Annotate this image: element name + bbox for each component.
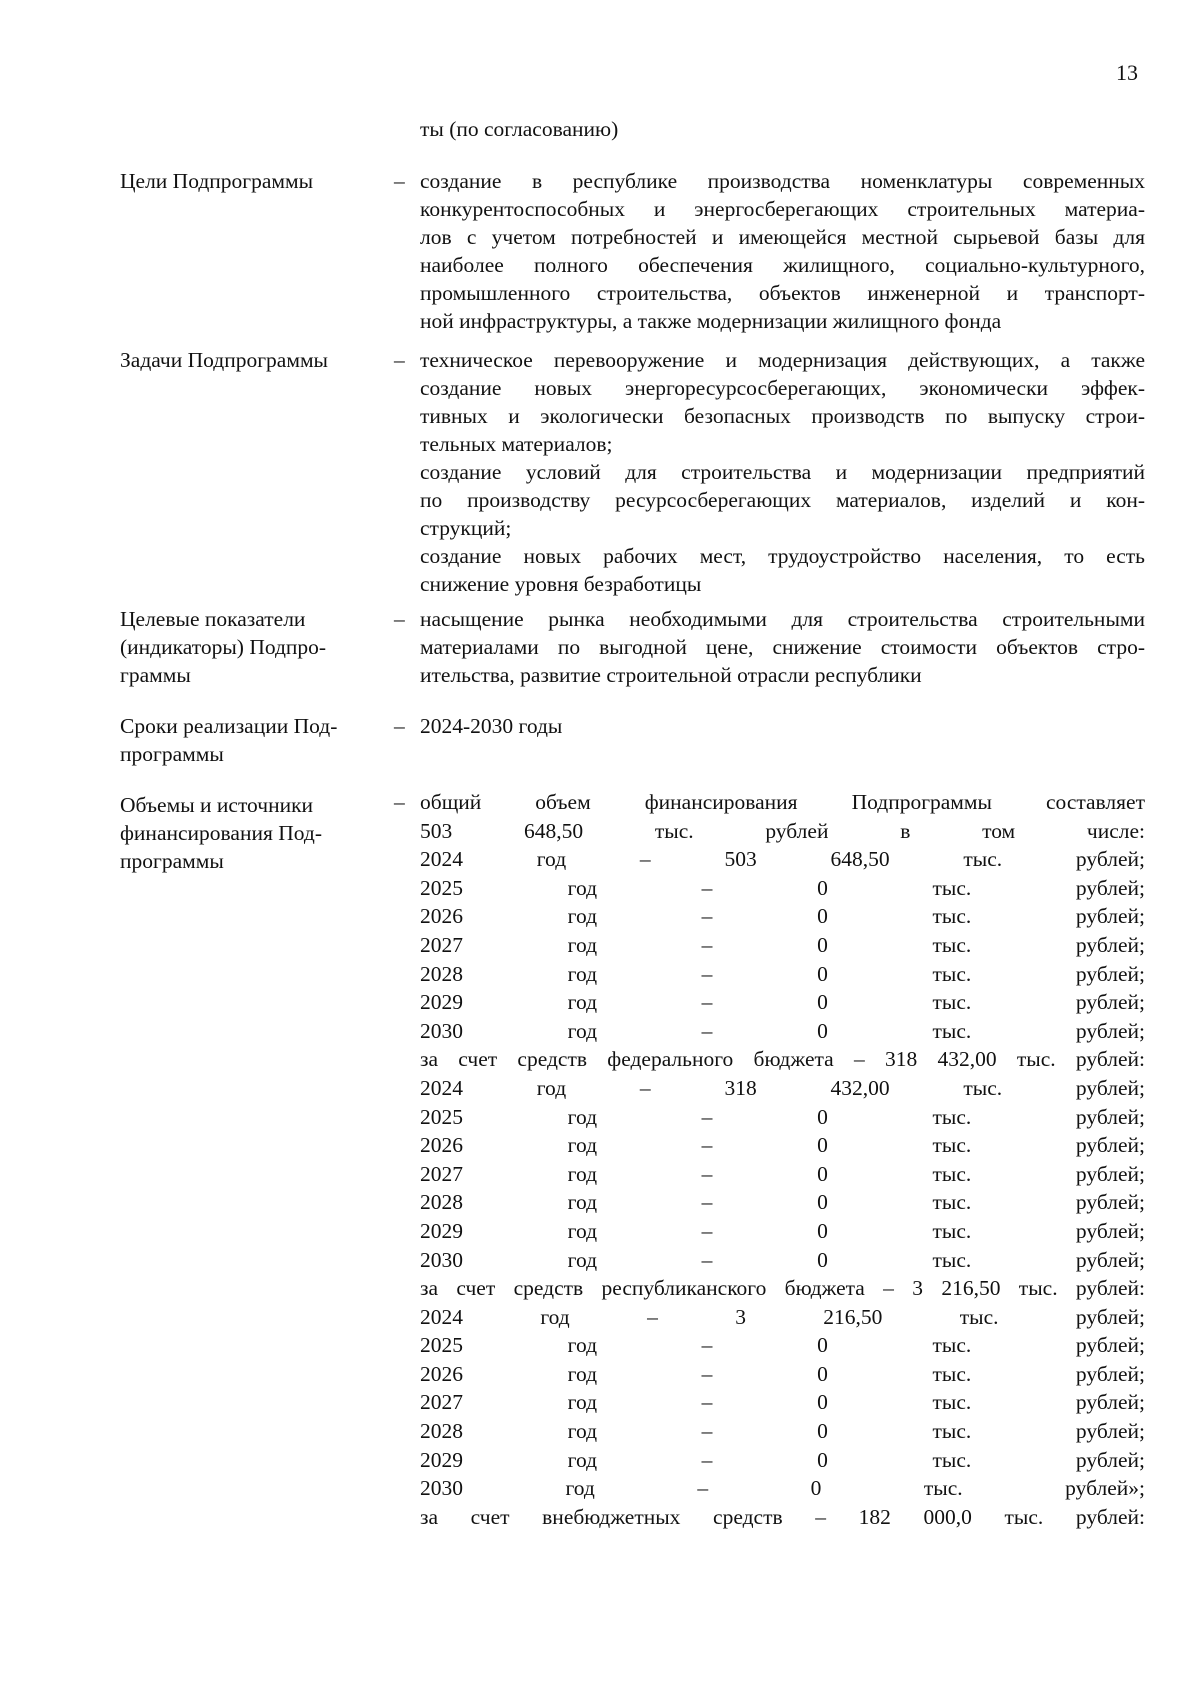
financing-line: 2024 год – 3 216,50 тыс. рублей; [420,1304,1145,1329]
goals-line: конкурентоспособных и энергосберегающих строительных материа- [420,197,1145,221]
financing-text [420,788,1145,1531]
indicators-dash: – [394,607,405,631]
financing-line: 2025 год – 0 тыс. рублей; [420,1333,1145,1358]
terms-label-line: Сроки реализации Под- [120,714,338,738]
tasks-line: тивных и экологически безопасных производств по выпуску строи- [420,404,1145,428]
goals-line: промышленного строительства, объектов инженерной и транспорт- [420,281,1145,305]
financing-line: 2028 год – 0 тыс. рублей; [420,1190,1145,1215]
terms-line: 2024-2030 годы [420,714,563,738]
goals-label [120,167,380,195]
goals-dash: – [394,169,405,193]
tasks-line: снижение уровня безработицы [420,572,702,596]
terms-label-line: программы [120,742,224,766]
financing-line: 2026 год – 0 тыс. рублей; [420,1133,1145,1158]
indicators-label-line: Целевые показатели [120,607,306,631]
tasks-line: струкций; [420,516,512,540]
financing-label [120,791,380,875]
financing-dash: – [394,790,405,814]
financing-line: 2029 год – 0 тыс. рублей; [420,1447,1145,1472]
indicators-line: ительства, развитие строительной отрасли республики [420,663,922,687]
goals-label-line: Цели Подпрограммы [120,169,314,193]
financing-line: общий объем финансирования Подпрограммы составляет [420,790,1145,814]
tasks-line: по производству ресурсосберегающих материалов, изделий и кон- [420,488,1145,512]
goals-line: создание в республике производства номенклатуры современных [420,169,1145,193]
financing-line: 2024 год – 318 432,00 тыс. рублей; [420,1075,1145,1100]
financing-line: 2029 год – 0 тыс. рублей; [420,990,1145,1015]
tasks-text [420,346,1145,598]
financing-label-line: Объемы и источники [120,793,314,817]
goals-line: наиболее полного обеспечения жилищного, социально-культурного, [420,253,1145,277]
terms-text [420,712,1145,740]
financing-line: 2030 год – 0 тыс. рублей»; [420,1476,1145,1501]
indicators-label [120,605,380,689]
financing-line: за счет внебюджетных средств – 182 000,0 тыс. рублей: [420,1504,1145,1529]
indicators-label-line: (индикаторы) Подпро- [120,635,327,659]
terms-label [120,712,380,768]
financing-label-line: финансирования Под- [120,821,322,845]
tasks-dash: – [394,348,405,372]
financing-line: 503 648,50 тыс. рублей в том числе: [420,818,1145,843]
financing-line: 2028 год – 0 тыс. рублей; [420,1419,1145,1444]
terms-dash: – [394,714,405,738]
tasks-label [120,346,380,374]
tasks-line: техническое перевооружение и модернизация действующих, а также [420,348,1145,372]
financing-line: 2026 год – 0 тыс. рублей; [420,904,1145,929]
indicators-line: насыщение рынка необходимыми для строительства строительными [420,607,1145,631]
financing-line: 2029 год – 0 тыс. рублей; [420,1218,1145,1243]
indicators-label-line: граммы [120,663,191,687]
goals-line: лов с учетом потребностей и имеющейся местной сырьевой базы для [420,225,1145,249]
financing-line: 2025 год – 0 тыс. рублей; [420,1104,1145,1129]
financing-line: 2026 год – 0 тыс. рублей; [420,1361,1145,1386]
goals-text [420,167,1145,335]
page-number: 13 [1116,60,1138,85]
tasks-label-line: Задачи Подпрограммы [120,348,328,372]
tasks-line: создание условий для строительства и модернизации предприятий [420,460,1145,484]
financing-line: за счет средств республиканского бюджета – 3 216,50 тыс. рублей: [420,1276,1145,1301]
tasks-line: тельных материалов; [420,432,613,456]
financing-line: 2030 год – 0 тыс. рублей; [420,1247,1145,1272]
goals-line: ной инфраструктуры, а также модернизации жилищного фонда [420,309,1002,333]
financing-line: 2028 год – 0 тыс. рублей; [420,961,1145,986]
tasks-line: создание новых рабочих мест, трудоустройство населения, то есть [420,544,1145,568]
financing-line: 2027 год – 0 тыс. рублей; [420,1161,1145,1186]
financing-line: 2024 год – 503 648,50 тыс. рублей; [420,847,1145,872]
financing-line: 2027 год – 0 тыс. рублей; [420,932,1145,957]
financing-label-line: программы [120,849,224,873]
tasks-line: создание новых энергоресурсосберегающих, экономически эффек- [420,376,1145,400]
financing-line: за счет средств федерального бюджета – 318 432,00 тыс. рублей: [420,1047,1145,1072]
indicators-line: материалами по выгодной цене, снижение стоимости объектов стро- [420,635,1145,659]
financing-line: 2030 год – 0 тыс. рублей; [420,1018,1145,1043]
indicators-text [420,605,1145,689]
continuation-line: ты (по согласованию) [420,117,619,141]
financing-line: 2025 год – 0 тыс. рублей; [420,875,1145,900]
financing-line: 2027 год – 0 тыс. рублей; [420,1390,1145,1415]
